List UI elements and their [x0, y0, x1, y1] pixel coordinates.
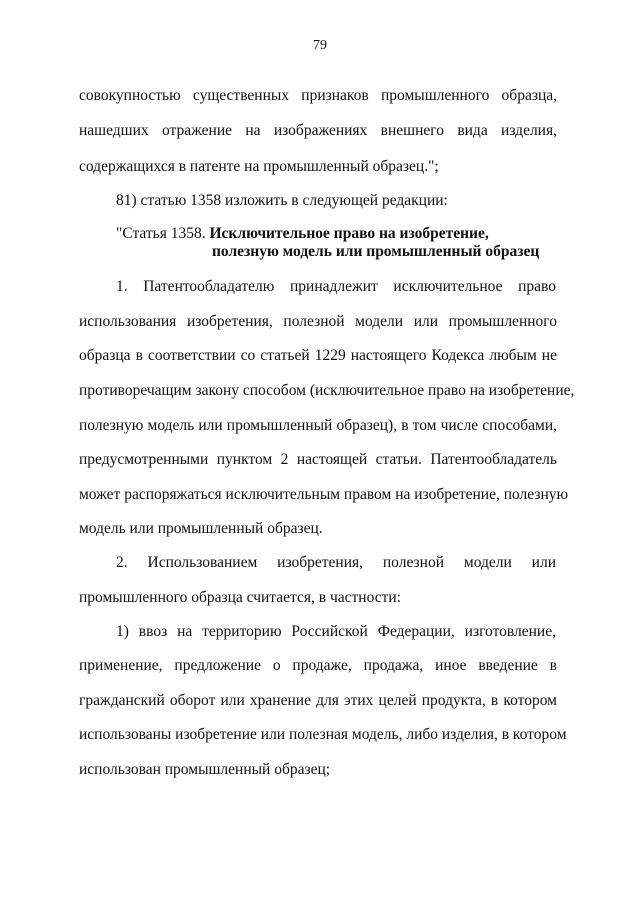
text-line: полезную модель или промышленный образец), в том числе способами,	[79, 417, 557, 434]
text-line: 1) ввоз на территорию Российской Федерации, изготовление,	[116, 623, 556, 640]
text-line: содержащихся в патенте на промышленный образец.";	[79, 158, 439, 175]
article-title-part-2: полезную модель или промышленный образец	[212, 243, 540, 260]
text-line: использованы изобретение или полезная модель, либо изделия, в котором	[79, 726, 567, 743]
article-prefix: "Статья 1358.	[116, 225, 210, 242]
text-line: 2. Использованием изобретения, полезной модели или	[116, 554, 556, 571]
text-line: применение, предложение о продаже, продажа, иное введение в	[79, 657, 557, 674]
text-line: использования изобретения, полезной модели или промышленного	[79, 313, 557, 330]
text-line: гражданский оборот или хранение для этих целей продукта, в котором	[79, 692, 557, 709]
text-line: промышленного образца считается, в частности:	[79, 589, 401, 606]
text-line: предусмотренными пунктом 2 настоящей статьи. Патентообладатель	[79, 451, 557, 468]
text-line: модель или промышленный образец.	[79, 520, 323, 537]
article-heading-line-1	[116, 224, 489, 244]
text-line: 81) статью 1358 изложить в следующей редакции:	[116, 192, 448, 209]
article-title-part-1: Исключительное право на изобретение,	[209, 225, 489, 242]
text-line: противоречащим закону способом (исключительное право на изобретение,	[79, 382, 575, 399]
text-line: образца в соответствии со статьей 1229 настоящего Кодекса любым не	[79, 347, 557, 364]
text-line: совокупностью существенных признаков промышленного образца,	[79, 87, 557, 104]
text-line: может распоряжаться исключительным правом на изобретение, полезную	[79, 486, 569, 503]
text-line: нашедших отражение на изображениях внешнего вида изделия,	[79, 122, 557, 139]
page-number: 79	[313, 38, 327, 53]
text-line: использован промышленный образец;	[79, 761, 331, 778]
text-line: 1. Патентообладателю принадлежит исключительное право	[116, 278, 556, 295]
